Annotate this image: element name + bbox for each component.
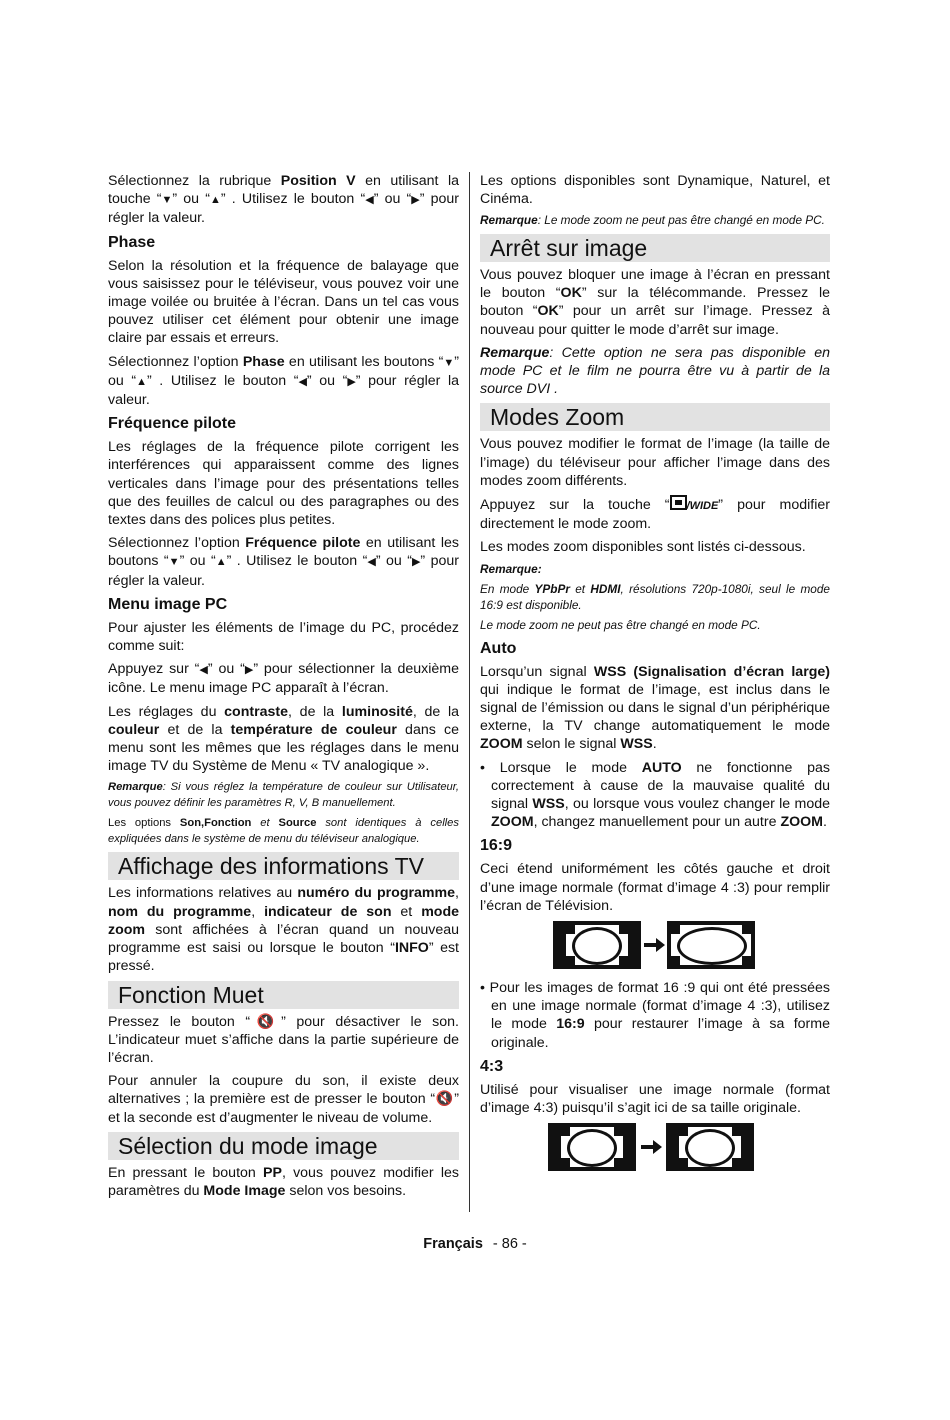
left-column (108, 172, 459, 1205)
mute-icon: 🔇 (435, 1091, 455, 1108)
right-arrow-icon: ▶ (347, 375, 356, 388)
options-note: Les options Son,Fonction et Source sont identiques à celles expliquées dans le système de menu du téléviseur analogique. (108, 817, 459, 845)
info-heading: Affichage des informations TV (108, 852, 459, 880)
freeze-heading: Arrêt sur image (480, 234, 830, 262)
tv-169-wide-icon (667, 921, 755, 969)
t169-illustration (480, 921, 830, 969)
down-arrow-icon: ▼ (168, 556, 180, 569)
up-arrow-icon: ▲ (215, 556, 227, 569)
zoom-text-2: Appuyez sur la touche “ /WIDE” pour modifier directement le mode zoom. (480, 496, 830, 533)
phase-instructions: Sélectionnez l’option Phase en utilisant les boutons “▼” ou “▲” . Utilisez le bouton “◀” ou “▶” pour régler la valeur. (108, 353, 459, 409)
t169-bullet: • Pour les images de format 16 :9 qui ont été pressées en une image normale (format d’image 4 :3), utilisez le mode 16:9 pour restaurer l’image à sa forme originale. (480, 979, 830, 1051)
mute-icon: 🔇 (250, 1013, 282, 1030)
tv-43-source-icon (548, 1123, 636, 1171)
footer-language: Français (423, 1236, 483, 1252)
freq-instructions: Sélectionnez l’option Fréquence pilote en utilisant les boutons “▼” ou “▲” . Utilisez le bouton “◀” ou “▶” pour régler la valeur. (108, 535, 459, 589)
tv-43-result-icon (666, 1123, 754, 1171)
left-arrow-icon: ◀ (298, 375, 307, 388)
right-arrow-icon (641, 938, 667, 952)
right-arrow-icon: ▶ (411, 194, 420, 207)
tv-43-squeezed-icon (553, 921, 641, 969)
mute-text-2: Pour annuler la coupure du son, il existe deux alternatives ; la première est de presser le bouton “🔇” et la seconde est d’augmenter le niveau de volume. (108, 1073, 459, 1126)
t169-text: Ceci étend uniformément les côtés gauche et droit d’une image normale (format d’image 4 :3) pour remplir l’écran de Télévision. (480, 861, 830, 914)
menu-title: Menu image PC (108, 595, 228, 613)
t169-title: 16:9 (480, 837, 513, 855)
menu-settings: Les réglages du contraste, de la luminosité, de la couleur et de la température de couleur dans ce menu sont les mêmes que les réglages dans le menu image TV du Système de Menu « TV analogique ». (108, 703, 460, 775)
up-arrow-icon: ▲ (209, 194, 221, 207)
position-v-text: Sélectionnez la rubrique Position V en utilisant la touche “▼” ou “▲” . Utilisez le bouton “◀” ou “▶” pour régler la valeur. (108, 173, 460, 227)
mute-text-1: Pressez le bouton “🔇” pour désactiver le son. L’indicateur muet s’affiche dans la partie supérieure de l’écran. (108, 1013, 459, 1066)
zoom-note-label: Remarque: (480, 561, 542, 576)
menu-intro: Pour ajuster les éléments de l’image du PC, procédez comme suit: (108, 619, 459, 655)
color-temp-note: Remarque: Si vous réglez la température de couleur sur Utilisateur, vous pouvez définir les paramètres R, V, B manuellement. (108, 781, 459, 809)
up-arrow-icon: ▲ (136, 375, 147, 388)
auto-text: Lorsqu’un signal WSS (Signalisation d’écran large) qui indique le format de l’image, est inclus dans le signal de l’émission ou dans le signal d’un périphérique externe, la TV change automatiquement le mode ZOOM selon le signal WSS. (480, 663, 830, 753)
page-number: - 86 - (492, 1236, 527, 1252)
zoom-note-2: Le mode zoom ne peut pas être changé en mode PC. (480, 618, 761, 633)
freeze-note: Remarque: Cette option ne sera pas disponible en mode PC et le film ne pourra être vu à partir de la source DVI . (480, 344, 830, 398)
phase-description: Selon la résolution et la fréquence de balayage que vous saisissez pour le téléviseur, vous pouvez voir une image voilée ou bruitée à l’écran. Dans un tel cas vous pouvez utiliser cet élément pour obtenir une image claire par essais et erreurs. (108, 257, 459, 347)
phase-title: Phase (108, 233, 156, 251)
options-text: Les options disponibles sont Dynamique, Naturel, et Cinéma. (480, 173, 830, 208)
left-arrow-icon: ◀ (199, 664, 208, 677)
auto-title: Auto (480, 639, 517, 657)
right-arrow-icon: ▶ (411, 556, 421, 569)
down-arrow-icon: ▼ (443, 356, 455, 369)
right-arrow-icon (636, 1140, 666, 1154)
freq-title: Fréquence pilote (108, 415, 237, 433)
right-column (480, 172, 830, 1181)
mute-heading: Fonction Muet (108, 981, 459, 1009)
zoom-heading: Modes Zoom (480, 403, 830, 431)
info-text: Les informations relatives au numéro du programme, nom du programme, indicateur de son et mode zoom sont affichées à l’écran quand un nouveau programme est saisi ou lorsque le bouton “INFO” est pressé. (108, 885, 460, 975)
freeze-text: Vous pouvez bloquer une image à l’écran en pressant le bouton “OK” sur la télécommande. Pressez le bouton “OK” pour un arrêt sur l’image. Pressez à nouveau pour quitter le mode d’arrêt sur image. (480, 266, 830, 338)
left-arrow-icon: ◀ (367, 556, 376, 569)
menu-step: Appuyez sur “◀” ou “▶” pour sélectionner la deuxième icône. Le menu image PC apparaît à l’écran. (108, 661, 460, 697)
column-divider (469, 172, 470, 1212)
mode-heading: Sélection du mode image (108, 1132, 459, 1160)
right-arrow-icon: ▶ (244, 664, 254, 677)
left-arrow-icon: ◀ (365, 194, 374, 207)
t43-title: 4:3 (480, 1057, 504, 1075)
auto-bullet: • Lorsque le mode AUTO ne fonctionne pas correctement à cause de la mauvaise qualité du signal WSS, ou lorsque vous voulez changer le mode ZOOM, changez manuellement pour un autre ZOOM. (480, 759, 830, 831)
zoom-text-1: Vous pouvez modifier le format de l’image (la taille de l’image) du téléviseur pour afficher l’image dans des modes zoom différents. (480, 436, 830, 489)
zoom-pc-note: Remarque: Le mode zoom ne peut pas être changé en mode PC. (480, 213, 825, 228)
zoom-note-1: En mode YPbPr et HDMI, résolutions 720p-1080i, seul le mode 16:9 est disponible. (480, 582, 830, 612)
t43-text: Utilisé pour visualiser une image normale (format d’image 4:3) puisqu’il s’agit ici de sa taille originale. (480, 1081, 830, 1116)
wide-button-icon (670, 495, 687, 510)
page-footer (0, 1236, 950, 1252)
t43-illustration (480, 1123, 830, 1171)
freq-description: Les réglages de la fréquence pilote corrigent les interférences qui apparaissent comme des lignes verticales dans l’image pour des présentations telles que des feuilles de calcul ou des paragraphes ou des textes dans des polices plus petites. (108, 439, 459, 529)
zoom-text-3: Les modes zoom disponibles sont listés ci-dessous. (480, 539, 806, 556)
down-arrow-icon: ▼ (161, 194, 173, 207)
mode-text: En pressant le bouton PP, vous pouvez modifier les paramètres du Mode Image selon vos besoins. (108, 1164, 459, 1199)
